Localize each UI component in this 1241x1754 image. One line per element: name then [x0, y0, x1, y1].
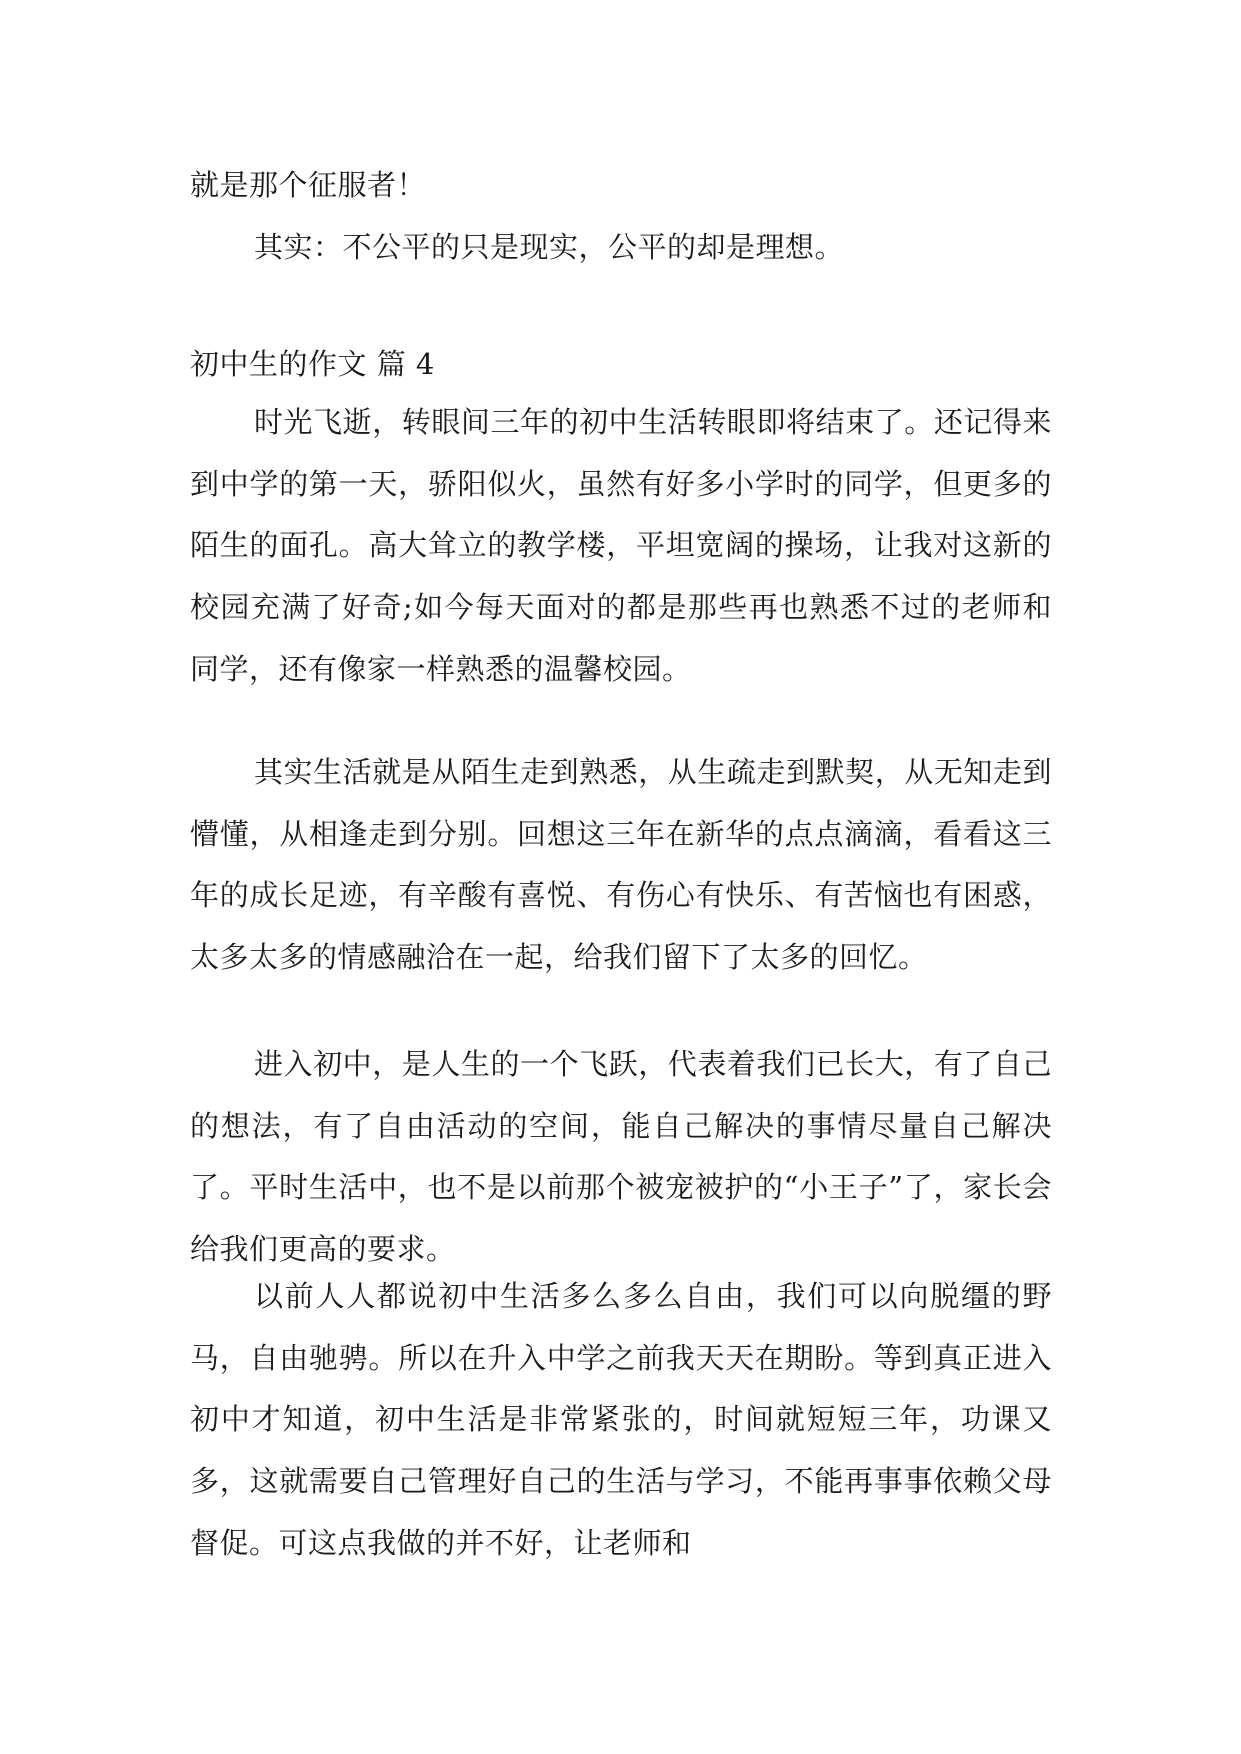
- closing-line: 其实：不公平的只是现实，公平的却是理想。: [254, 230, 845, 264]
- section-title: 初中生的作文 篇 4: [190, 347, 435, 381]
- continuation-line: 就是那个征服者！: [190, 168, 427, 202]
- paragraph-4: 以前人人都说初中生活多么多么自由，我们可以向脱缰的野马，自由驰骋。所以在升入中学之前我天天在期盼。等到真正进入初中才知道，初中生活是非常紧张的，时间就短短三年，功课又多，这就需要自己管理好自己的生活与学习，不能再事事依赖父母督促。可这点我做的并不好，让老师和: [190, 1279, 1052, 1560]
- paragraph-2: 其实生活就是从陌生走到熟悉，从生疏走到默契，从无知走到懵懂，从相逢走到分别。回想这三年在新华的点点滴滴，看看这三年的成长足迹，有辛酸有喜悦、有伤心有快乐、有苦恼也有困惑，太多太多的情感融洽在一起，给我们留下了太多的回忆。: [190, 755, 1052, 975]
- paragraph-1: 时光飞逝，转眼间三年的初中生活转眼即将结束了。还记得来到中学的第一天，骄阳似火，虽然有好多小学时的同学，但更多的陌生的面孔。高大耸立的教学楼，平坦宽阔的操场，让我对这新的校园充满了好奇;如今每天面对的都是那些再也熟悉不过的老师和同学，还有像家一样熟悉的温馨校园。: [190, 405, 1052, 686]
- paragraph-3: 进入初中，是人生的一个飞跃，代表着我们已长大，有了自己的想法，有了自由活动的空间，能自己解决的事情尽量自己解决了。平时生活中，也不是以前那个被宠被护的“小王子”了，家长会给我们更高的要求。: [190, 1047, 1052, 1267]
